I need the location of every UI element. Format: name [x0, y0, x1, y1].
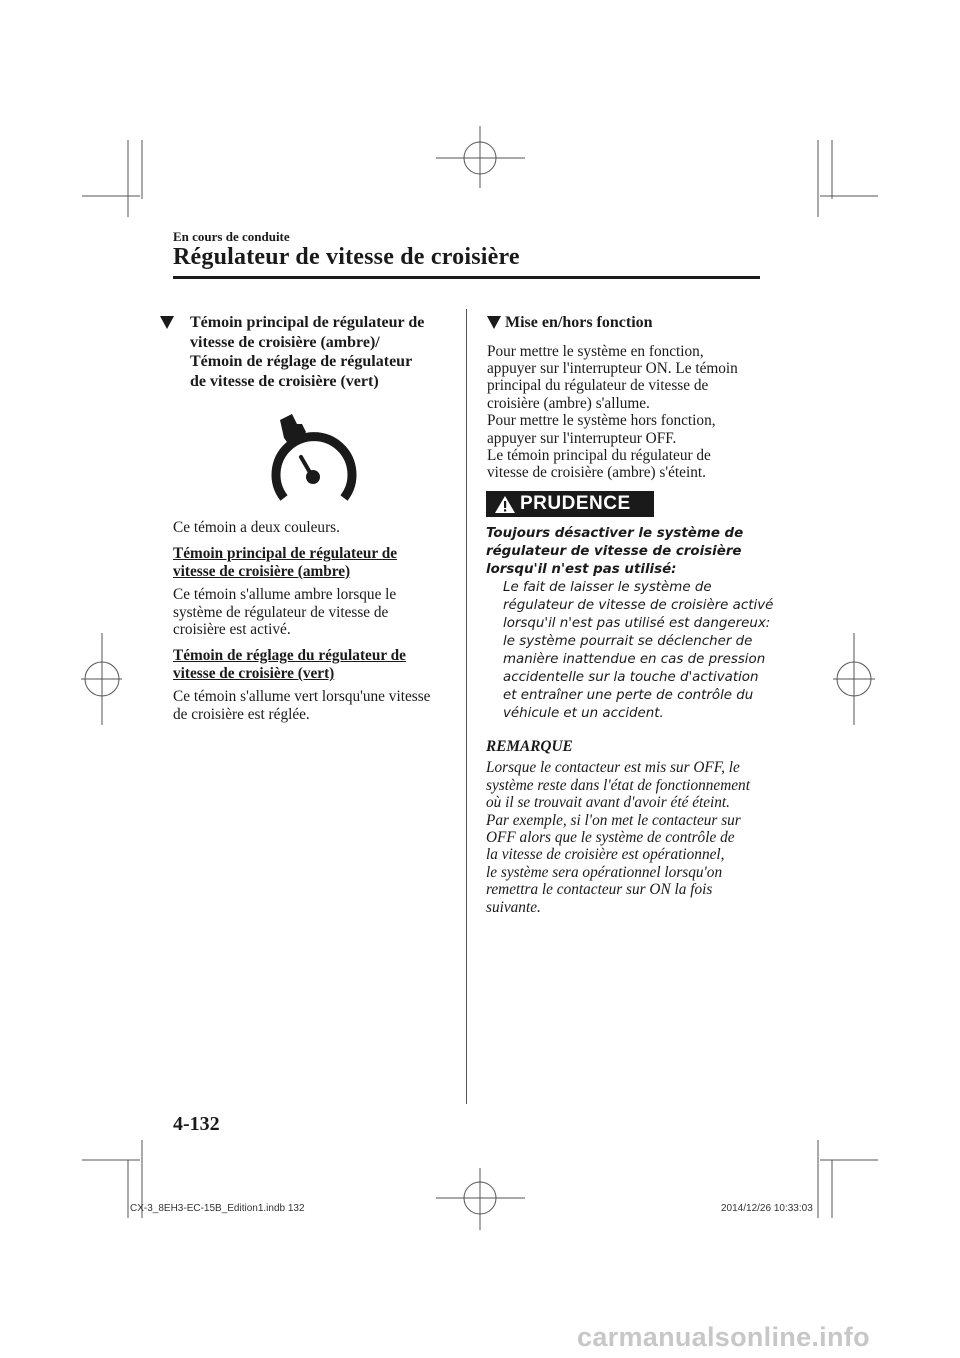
- warning-line: régulateur de vitesse de croisière activé: [503, 598, 774, 613]
- text-line: Le témoin principal du régulateur de: [487, 446, 711, 464]
- watermark: carmanualsonline.info: [577, 1322, 870, 1352]
- text-line: croisière (ambre) s'allume.: [487, 394, 650, 412]
- warning-line: lorsqu'il n'est pas utilisé:: [486, 562, 677, 577]
- text-line: Pour mettre le système hors fonction,: [487, 412, 716, 430]
- right-column: [487, 313, 772, 482]
- note-line: suivante.: [486, 898, 541, 916]
- warning-line: Toujours désactiver le système de: [486, 526, 744, 541]
- warning-line: et entraîner une perte de contrôle du: [503, 688, 754, 703]
- note-line: Par exemple, si l'on met le contacteur sur: [486, 811, 741, 829]
- text-line: Pour mettre le système en fonction,: [487, 342, 704, 360]
- note-title: REMARQUE: [486, 738, 573, 755]
- right-heading: Mise en/hors fonction: [505, 314, 653, 331]
- green-description: [173, 688, 453, 723]
- warning-line: manière inattendue en cas de pression: [503, 652, 766, 667]
- subheading-line: Témoin principal de régulateur de: [173, 545, 398, 563]
- section-triangle-icon: [160, 316, 174, 329]
- subheading-green: [173, 647, 453, 682]
- note-line: Lorsque le contacteur est mis sur OFF, le: [486, 759, 740, 777]
- section-triangle-icon: [487, 316, 501, 329]
- note-line: OFF alors que le système de contrôle de: [486, 829, 735, 847]
- cruise-control-indicator-icon: [268, 410, 358, 505]
- heading-line: vitesse de croisière (ambre)/: [190, 333, 380, 351]
- text-line: vitesse de croisière (ambre) s'éteint.: [487, 464, 706, 482]
- note-line: le système sera opérationnel lorsqu'on: [486, 863, 723, 881]
- note-body: [486, 759, 776, 916]
- heading-line: Témoin principal de régulateur de: [190, 314, 425, 331]
- warning-line: Le fait de laisser le système de: [503, 580, 712, 595]
- heading-line: Témoin de réglage de régulateur: [190, 353, 413, 370]
- warning-line: le système pourrait se déclencher de: [503, 634, 753, 649]
- text-line: appuyer sur l'interrupteur ON. Le témoin: [487, 359, 738, 377]
- warning-line: régulateur de vitesse de croisière: [486, 544, 742, 559]
- subheading-line: vitesse de croisière (ambre): [173, 562, 351, 580]
- note-line: la vitesse de croisière est opérationnel,: [486, 846, 725, 864]
- on-off-description: [487, 343, 772, 482]
- text-line: système de régulateur de vitesse de: [173, 603, 389, 621]
- note-line: système reste dans l'état de fonctionnement: [486, 776, 750, 794]
- text-line: principal du régulateur de vitesse de: [487, 377, 709, 395]
- column-separator: [466, 309, 467, 1104]
- left-column: [160, 313, 450, 391]
- subheading-line: vitesse de croisière (vert): [173, 664, 335, 682]
- text-line: Ce témoin s'allume ambre lorsque le: [173, 586, 397, 604]
- intro-text: Ce témoin a deux couleurs.: [173, 519, 340, 536]
- amber-description: [173, 586, 453, 638]
- warning-line: lorsqu'il n'est pas utilisé est dangereux:: [503, 616, 771, 631]
- file-info: CX-3_8EH3-EC-15B_Edition1.indb 132: [130, 1203, 305, 1214]
- page-number: 4-132: [173, 1113, 220, 1135]
- warning-line: véhicule et un accident.: [503, 706, 664, 721]
- warning-body: [503, 579, 776, 723]
- left-body: [173, 519, 453, 723]
- warning-heading: [486, 525, 776, 579]
- warning-line: accidentelle sur la touche d'activation: [503, 670, 759, 685]
- section-label: En cours de conduite: [173, 229, 290, 244]
- subheading-amber: [173, 545, 453, 580]
- heading-line: de vitesse de croisière (vert): [190, 372, 379, 390]
- note-block: [486, 738, 776, 916]
- note-line: remettra le contacteur sur ON la fois: [486, 881, 713, 899]
- title-rule: [173, 276, 760, 279]
- note-line: où il se trouvait avant d'avoir été éteint.: [486, 794, 731, 812]
- left-heading: [190, 313, 450, 391]
- text-line: appuyer sur l'interrupteur OFF.: [487, 429, 677, 447]
- text-line: croisière est activé.: [173, 621, 291, 639]
- subheading-line: Témoin de réglage du régulateur de: [173, 647, 406, 665]
- text-line: Ce témoin s'allume vert lorsqu'une vitesse: [173, 688, 431, 706]
- text-line: de croisière est réglée.: [173, 705, 310, 723]
- warning-label: PRUDENCE: [520, 493, 631, 514]
- page-title: Régulateur de vitesse de croisière: [173, 244, 520, 270]
- print-timestamp: 2014/12/26 10:33:03: [721, 1203, 813, 1214]
- warning-triangle-icon: [494, 495, 516, 514]
- warning-banner: [486, 491, 654, 517]
- warning-content: [486, 525, 776, 723]
